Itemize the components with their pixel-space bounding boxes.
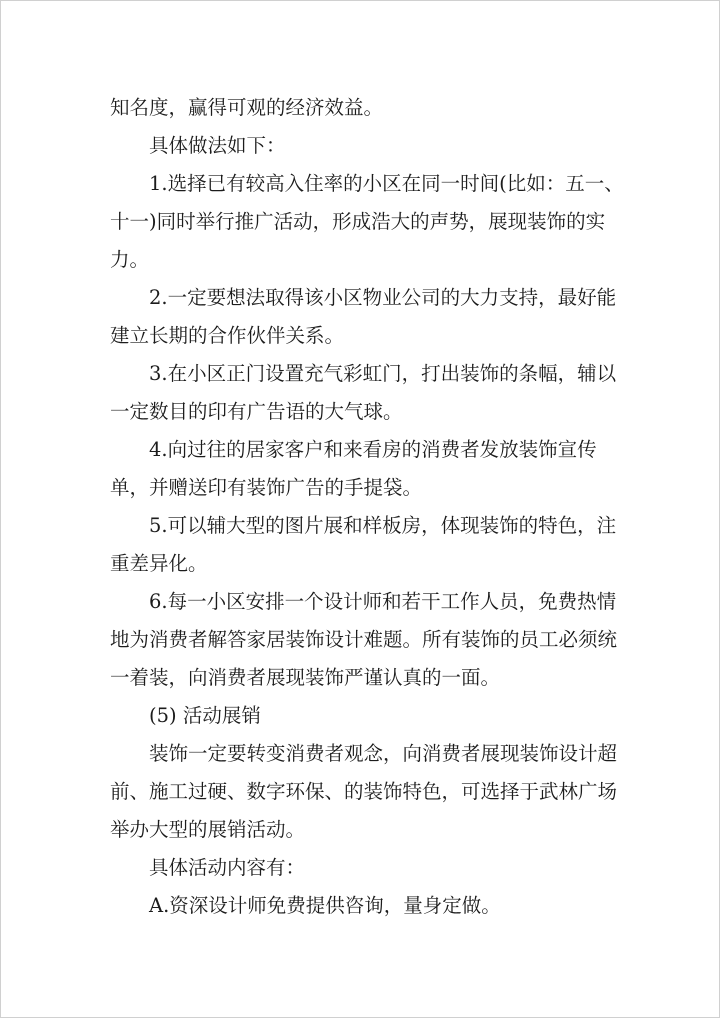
list-item-4: 4.向过往的居家客户和来看房的消费者发放装饰宣传 bbox=[149, 438, 597, 461]
text-line: 举办大型的展销活动。 bbox=[110, 818, 306, 841]
text-line: 力。 bbox=[110, 248, 150, 271]
list-item-5: 5.可以辅大型的图片展和样板房，体现装饰的特色，注 bbox=[149, 514, 617, 537]
text-line: 知名度，赢得可观的经济效益。 bbox=[110, 96, 384, 119]
text-line: 十一)同时举行推广活动，形成浩大的声势，展现装饰的实 bbox=[110, 210, 606, 233]
document-body bbox=[110, 89, 624, 925]
text-line: 单，并赠送印有装饰广告的手提袋。 bbox=[110, 476, 423, 499]
text-line: 前、施工过硬、数字环保、的装饰特色，可选择于武林广场 bbox=[110, 780, 618, 803]
text-line: 一定数目的印有广告语的大气球。 bbox=[110, 400, 403, 423]
list-item-2: 2.一定要想法取得该小区物业公司的大力支持，最好能 bbox=[149, 286, 617, 309]
list-item-6: 6.每一小区安排一个设计师和若干工作人员，免费热情 bbox=[149, 590, 617, 613]
text-line: 重差异化。 bbox=[110, 552, 208, 575]
text-line: 建立长期的合作伙伴关系。 bbox=[110, 324, 345, 347]
list-item-3: 3.在小区正门设置充气彩虹门，打出装饰的条幅，辅以 bbox=[149, 362, 617, 385]
text-line: 具体做法如下： bbox=[149, 134, 286, 157]
text-line: 具体活动内容有： bbox=[149, 856, 306, 879]
text-line: 装饰一定要转变消费者观念，向消费者展现装饰设计超 bbox=[149, 742, 618, 765]
list-item-1: 1.选择已有较高入住率的小区在同一时间(比如：五一、 bbox=[149, 172, 624, 195]
text-line: 一着装，向消费者展现装饰严谨认真的一面。 bbox=[110, 666, 501, 689]
list-item-a: A.资深设计师免费提供咨询，量身定做。 bbox=[149, 894, 501, 917]
text-line: 地为消费者解答家居装饰设计难题。所有装饰的员工必须统 bbox=[110, 628, 618, 651]
section-heading: (5) 活动展销 bbox=[149, 704, 261, 727]
